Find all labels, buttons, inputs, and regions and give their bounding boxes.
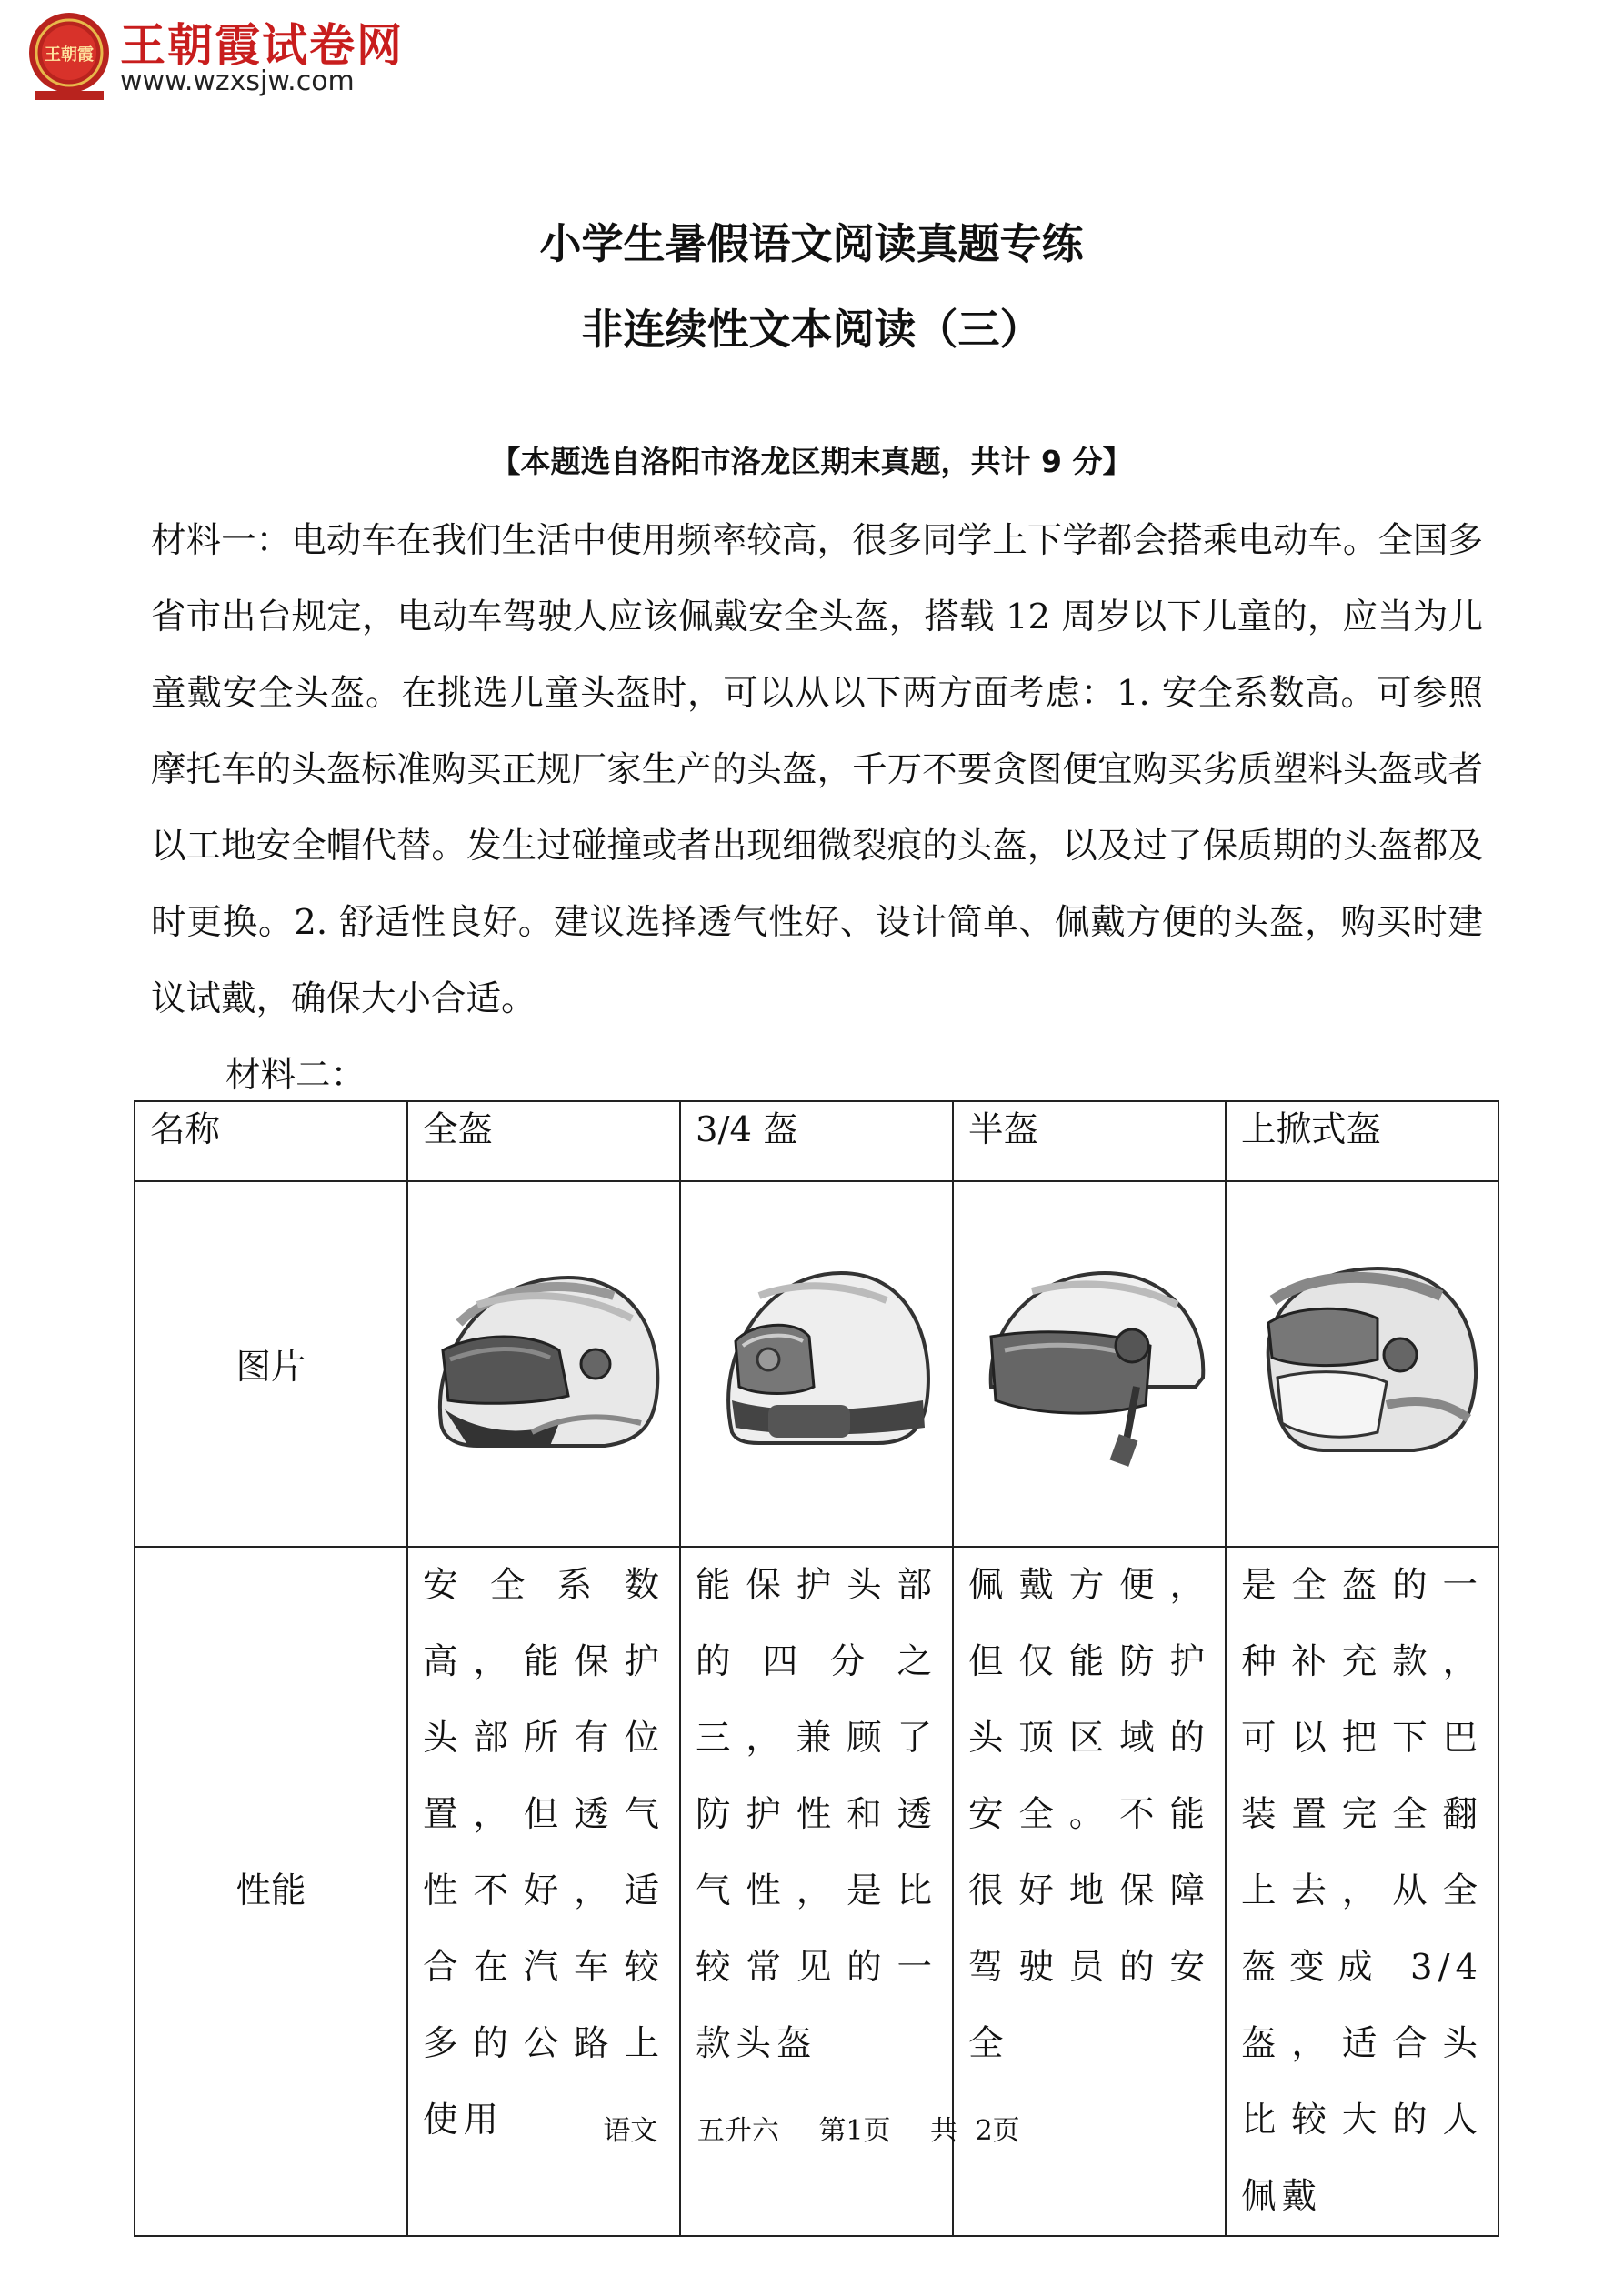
full-face-helmet-icon [423,1250,668,1469]
material-one-label: 材料一： [151,520,292,561]
header-cell-name: 名称 [135,1101,407,1181]
three-quarter-helmet-icon [696,1250,941,1469]
brand-name: 王朝霞试卷网 [120,19,404,72]
performance-row-label: 性能 [135,1547,407,2236]
performance-half: 佩戴方便，但仅能防护头顶区域的安全。不能很好地保障驾驶员的安全 [953,1547,1226,2236]
footer-grade: 五升六 [696,2115,779,2147]
performance-flip-up: 是全盔的一种补充款，可以把下巴装置完全翻上去，从全盔变成 3/4 盔，适合头比较大的人佩戴 [1226,1547,1498,2236]
brand-url[interactable]: www.wzxsjw.com [120,65,355,97]
brand-logo [25,5,407,105]
footer-page-number: 第1页 [818,2115,891,2147]
performance-full-face: 安全系数高，能保护头部所有位置，但透气性不好，适合在汽车较多的公路上使用 [407,1547,680,2236]
footer-total-pages: 共 2页 [930,2115,1020,2147]
picture-row [135,1181,1498,1547]
header-cell-flip-up: 上掀式盔 [1226,1101,1498,1181]
picture-row-label: 图片 [135,1181,407,1547]
full-face-helmet-cell [407,1181,680,1547]
material-one-paragraph [151,503,1483,1038]
flip-up-helmet-cell [1226,1181,1498,1547]
table-header-row [135,1101,1498,1181]
page-subtitle: 非连续性文本阅读（三） [581,305,1042,354]
page-title: 小学生暑假语文阅读真题专练 [539,219,1084,268]
page-footer [0,2108,1623,2148]
header-cell-half: 半盔 [953,1101,1226,1181]
material-one-text: 电动车在我们生活中使用频率较高，很多同学上下学都会搭乘电动车。全国多省市出台规定，电动车驾驶人应该佩戴安全头盔，搭载 12 周岁以下儿童的，应当为儿童戴安全头盔。在挑选儿童头盔时，可以从以下两方面考虑：1. 安全系数高。可参照摩托车的头盔标准购买正规厂家生产的头盔，千万不要贪图便宜购买劣质塑料头盔或者以工地安全帽代替。发生过碰撞或者出现细微裂痕的头盔，以及过了保质期的头盔都及时更换。2. 舒适性良好。建议选择透气性好、设计简单、佩戴方便的头盔，购买时建议试戴，确保大小合适。 [151,520,1483,1019]
performance-three-quarter: 能保护头部的四分之三，兼顾了防护性和透气性，是比较常见的一款头盔 [680,1547,953,2236]
header-cell-full-face: 全盔 [407,1101,680,1181]
svg-text:王朝霞: 王朝霞 [45,45,94,65]
three-quarter-helmet-cell [680,1181,953,1547]
header-cell-three-quarter: 3/4 盔 [680,1101,953,1181]
half-helmet-icon [968,1250,1214,1469]
material-two-label: 材料二： [225,1055,366,1096]
footer-subject: 语文 [603,2115,658,2147]
half-helmet-cell [953,1181,1226,1547]
helmet-comparison-table [134,1100,1499,2237]
flip-up-helmet-icon [1241,1250,1487,1469]
seal-emblem-icon [25,5,116,105]
source-note: 【本题选自洛阳市洛龙区期末真题，共计 9 分】 [490,444,1133,479]
